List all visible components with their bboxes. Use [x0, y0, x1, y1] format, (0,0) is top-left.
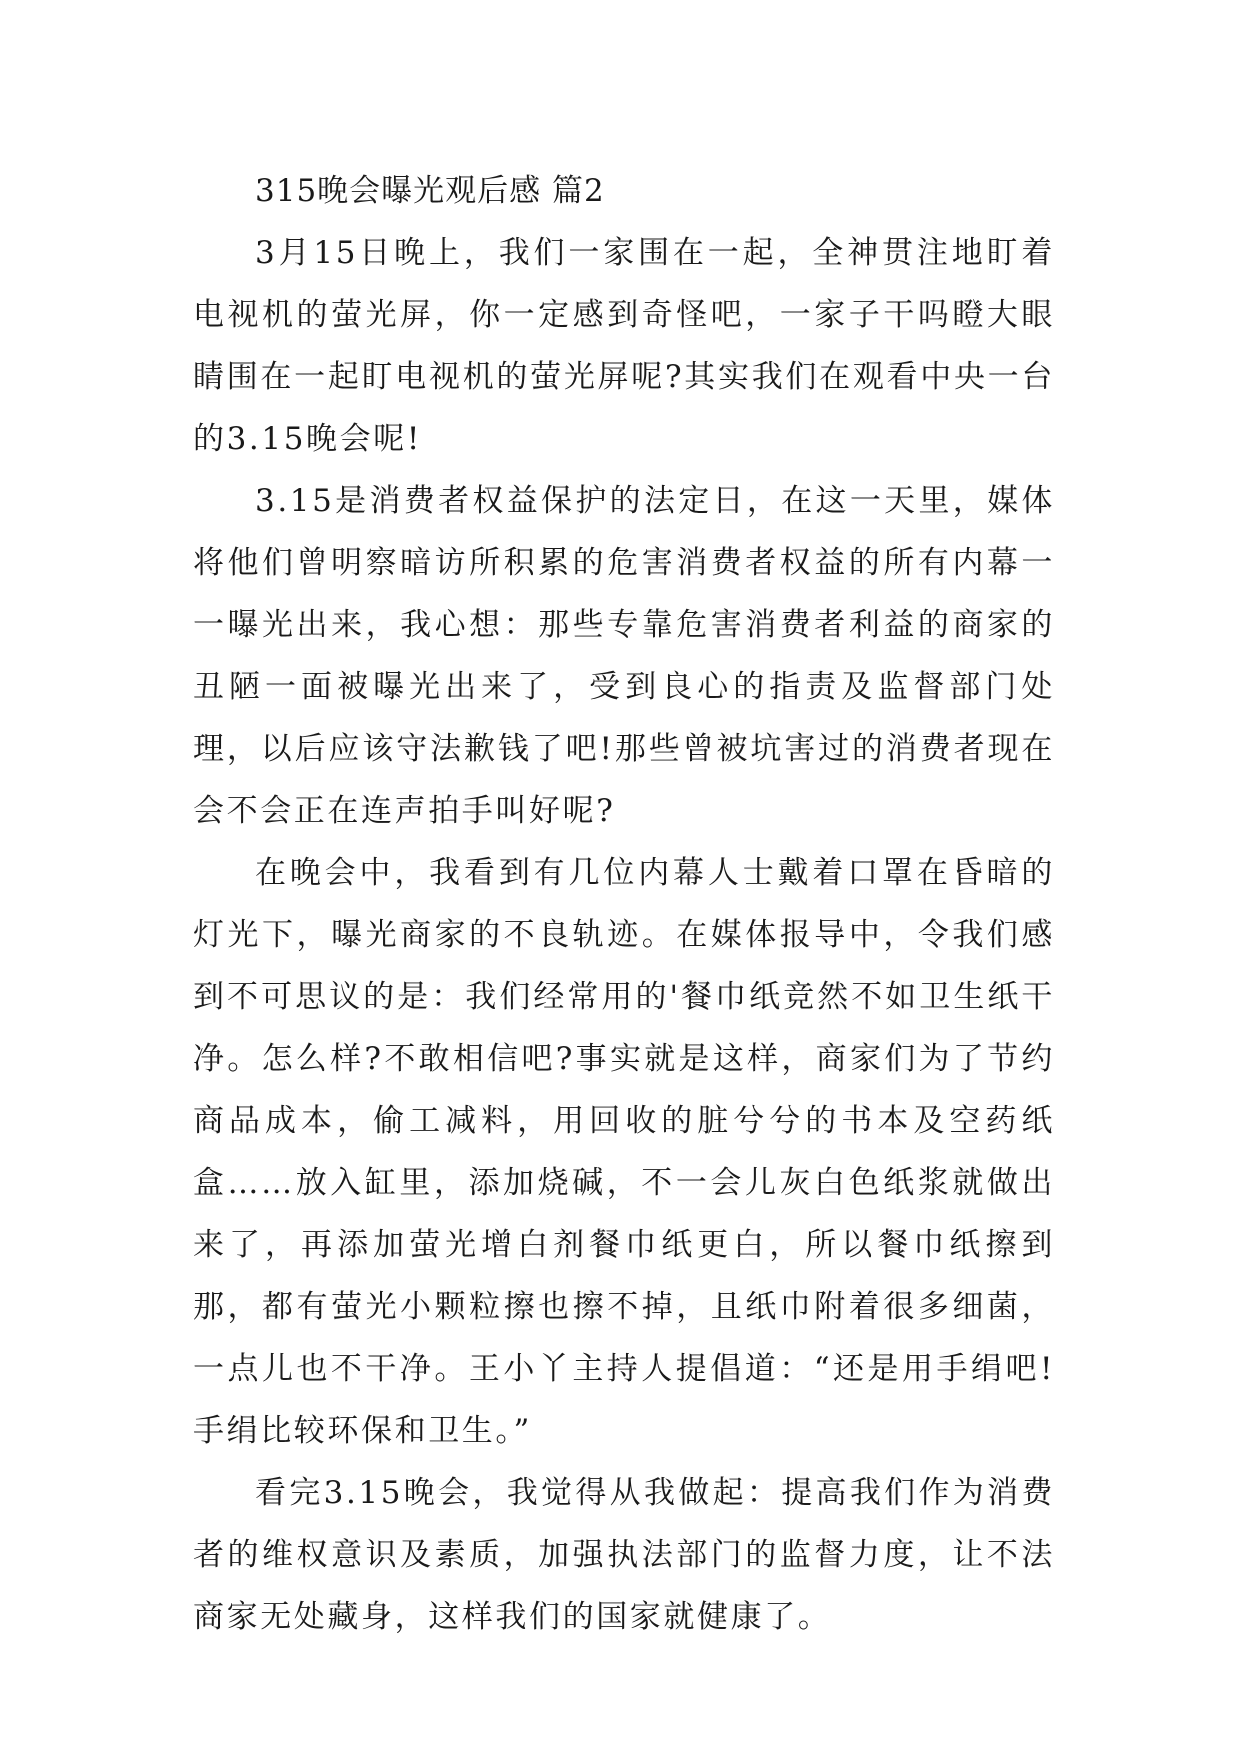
paragraph-1: 3月15日晚上，我们一家围在一起，全神贯注地盯着电视机的萤光屏，你一定感到奇怪吧，一家子干吗瞪大眼睛围在一起盯电视机的萤光屏呢?其实我们在观看中央一台的3.15晚会呢!	[193, 235, 1055, 457]
paragraph-4: 看完3.15晚会，我觉得从我做起：提高我们作为消费者的维权意识及素质，加强执法部门的监督力度，让不法商家无处藏身，这样我们的国家就健康了。	[193, 1475, 1055, 1635]
document-title: 315晚会曝光观后感 篇2	[255, 173, 605, 209]
paragraph-3: 在晚会中，我看到有几位内幕人士戴着口罩在昏暗的灯光下，曝光商家的不良轨迹。在媒体报导中，令我们感到不可思议的是：我们经常用的'餐巾纸竞然不如卫生纸干净。怎么样?不敢相信吧?事实就是这样，商家们为了节约商品成本，偷工减料，用回收的脏兮兮的书本及空药纸盒……放入缸里，添加烧碱，不一会儿灰白色纸浆就做出来了，再添加萤光增白剂餐巾纸更白，所以餐巾纸擦到那，都有萤光小颗粒擦也擦不掉，且纸巾附着很多细菌，一点儿也不干净。王小丫主持人提倡道：“还是用手绢吧!手绢比较环保和卫生。”	[193, 855, 1055, 1449]
paragraph-2: 3.15是消费者权益保护的法定日，在这一天里，媒体将他们曾明察暗访所积累的危害消费者权益的所有内幕一一曝光出来，我心想：那些专靠危害消费者利益的商家的丑陋一面被曝光出来了，受到良心的指责及监督部门处理，以后应该守法歉钱了吧!那些曾被坑害过的消费者现在会不会正在连声拍手叫好呢?	[193, 483, 1055, 829]
document-body	[193, 160, 1055, 1648]
